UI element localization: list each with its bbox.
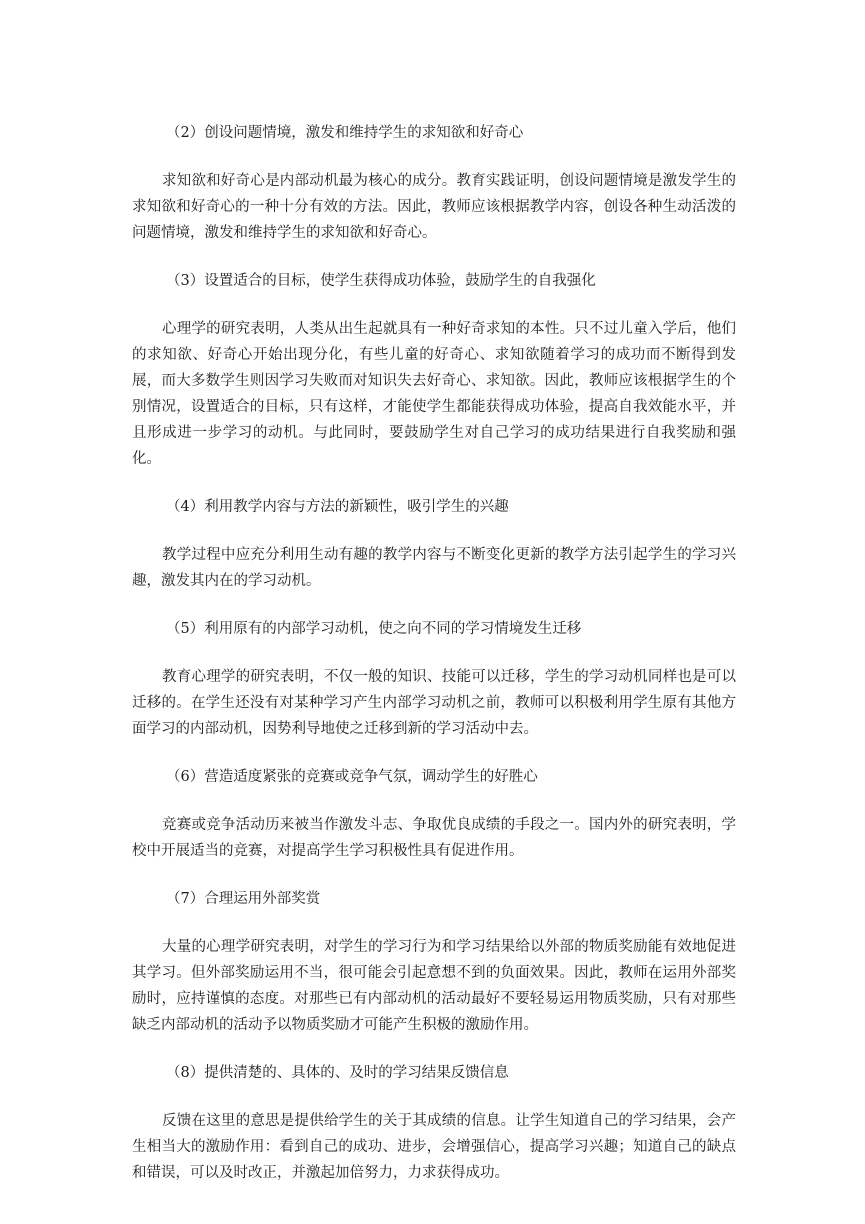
section-body-8: 反馈在这里的意思是提供给学生的关于其成绩的信息。让学生知道自己的学习结果，会产生相当大的激励作用：看到自己的成功、进步，会增强信心，提高学习兴趣；知道自己的缺点和错误，可以及时改正，并激起加倍努力，力求获得成功。 (132, 1113, 736, 1181)
section-body-5: 教育心理学的研究表明，不仅一般的知识、技能可以迁移，学生的学习动机同样也是可以迁移的。在学生还没有对某种学习产生内部学习动机之前，教师可以积极利用学生原有其他方面学习的内部动机，因势利导地使之迁移到新的学习活动中去。 (132, 669, 736, 737)
section-body-6: 竞赛或竞争活动历来被当作激发斗志、争取优良成绩的手段之一。国内外的研究表明，学校中开展适当的竞赛，对提高学生学习积极性具有促进作用。 (132, 817, 736, 859)
section-body-2: 求知欲和好奇心是内部动机最为核心的成分。教育实践证明，创设问题情境是激发学生的求知欲和好奇心的一种十分有效的方法。因此，教师应该根据教学内容，创设各种生动活泼的问题情境，激发和维持学生的求知欲和好奇心。 (132, 173, 736, 241)
document-page (132, 120, 736, 1208)
section-heading-7: （7）合理运用外部奖赏 (166, 891, 321, 907)
section-heading-4: （4）利用教学内容与方法的新颖性，吸引学生的兴趣 (166, 499, 509, 515)
section-heading-5: （5）利用原有的内部学习动机，使之向不同的学习情境发生迁移 (166, 621, 582, 637)
section-heading-6: （6）营造适度紧张的竞赛或竞争气氛，调动学生的好胜心 (166, 769, 538, 785)
section-heading-3: （3）设置适合的目标，使学生获得成功体验，鼓励学生的自我强化 (166, 273, 596, 289)
section-body-7: 大量的心理学研究表明，对学生的学习行为和学习结果给以外部的物质奖励能有效地促进其学习。但外部奖励运用不当，很可能会引起意想不到的负面效果。因此，教师在运用外部奖励时，应持谨慎的态度。对那些已有内部动机的活动最好不要轻易运用物质奖励，只有对那些缺乏内部动机的活动予以物质奖励才可能产生积极的激励作用。 (132, 939, 736, 1033)
section-body-4: 教学过程中应充分利用生动有趣的教学内容与不断变化更新的教学方法引起学生的学习兴趣，激发其内在的学习动机。 (132, 547, 736, 589)
section-heading-8: （8）提供清楚的、具体的、及时的学习结果反馈信息 (166, 1065, 509, 1081)
section-heading-2: （2）创设问题情境，激发和维持学生的求知欲和好奇心 (166, 125, 524, 141)
section-body-3: 心理学的研究表明，人类从出生起就具有一种好奇求知的本性。只不过儿童入学后，他们的求知欲、好奇心开始出现分化，有些儿童的好奇心、求知欲随着学习的成功而不断得到发展，而大多数学生则因学习失败而对知识失去好奇心、求知欲。因此，教师应该根据学生的个别情况，设置适合的目标，只有这样，才能使学生都能获得成功体验，提高自我效能水平，并且形成进一步学习的动机。与此同时，要鼓励学生对自己学习的成功结果进行自我奖励和强化。 (132, 321, 736, 467)
